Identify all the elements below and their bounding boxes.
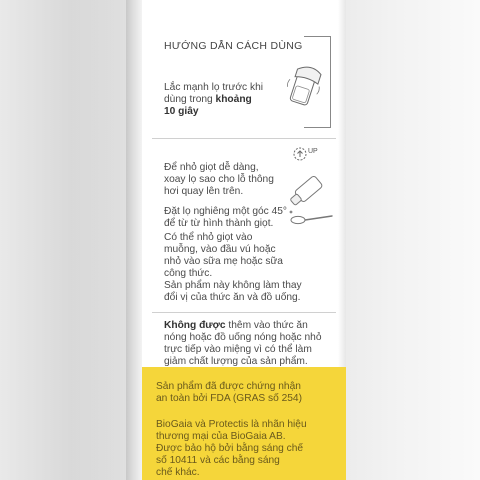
trademark-line2: thương mại của BioGaia AB.: [156, 431, 286, 442]
angle-text-line1: Đặt lọ nghiêng một góc 45°: [164, 206, 288, 217]
trademark-line3: Được bảo hộ bởi bằng sáng chế: [156, 443, 304, 454]
certification-panel: [142, 367, 346, 480]
certification-line2: an toàn bởi FDA (GRAS số 254): [156, 393, 302, 404]
usage-text-line1: Có thể nhỏ giọt vào: [164, 232, 253, 243]
up-arrow-icon: [292, 144, 322, 164]
trademark-line4: số 10411 và các bằng sáng: [156, 455, 280, 466]
divider-1: [152, 138, 336, 139]
box-edge-left: [126, 0, 142, 480]
trademark-line1: BioGaia và Protectis là nhãn hiệu: [156, 419, 307, 430]
trademark-line5: chế khác.: [156, 467, 200, 478]
shake-text-line2: dùng trong khoảng: [164, 94, 252, 105]
usage-text-line3: nhỏ vào sữa mẹ hoặc sữa: [164, 256, 283, 267]
warning-text-line1: Không được thêm vào thức ăn: [164, 320, 308, 331]
usage-text-line2: muỗng, vào đầu vú hoặc: [164, 244, 276, 255]
dropper-text-line2: xoay lọ sao cho lỗ thông: [164, 174, 274, 185]
spoon-icon: [290, 212, 334, 228]
shaking-bottle-icon: [282, 58, 326, 118]
box-left-side: [0, 0, 126, 480]
dropper-text-line3: hơi quay lên trên.: [164, 186, 244, 197]
warning-text-line2: nóng hoặc đồ uống nóng hoặc nhỏ: [164, 332, 322, 343]
usage-text-line4: công thức.: [164, 268, 213, 279]
shake-text-line3: 10 giây: [164, 106, 199, 117]
usage-text-line5: Sản phẩm này không làm thay: [164, 280, 302, 291]
divider-2: [152, 312, 336, 313]
dropper-text-line1: Để nhỏ giọt dễ dàng,: [164, 162, 259, 173]
shake-text-line1: Lắc mạnh lọ trước khi: [164, 82, 263, 93]
instructions-heading: HƯỚNG DẪN CÁCH DÙNG: [164, 40, 303, 52]
box-right-side: [346, 0, 480, 480]
usage-text-line6: đổi vị của thức ăn và đồ uống.: [164, 292, 301, 303]
up-label: UP: [308, 148, 318, 155]
angle-text-line2: để từ từ hình thành giọt.: [164, 218, 274, 229]
certification-line1: Sản phẩm đã được chứng nhận: [156, 381, 301, 392]
warning-text-line3: trực tiếp vào miệng vì có thể làm: [164, 344, 312, 355]
warning-text-line4: giảm chất lượng của sản phẩm.: [164, 356, 308, 367]
